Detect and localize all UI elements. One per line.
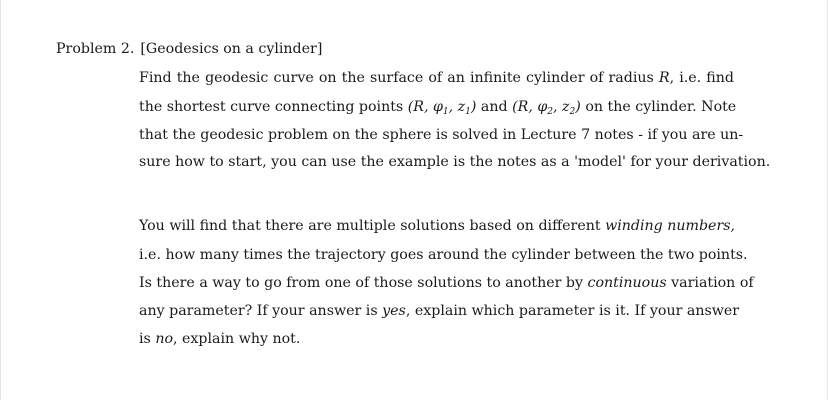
emphasis-continuous: continuous (587, 275, 667, 291)
problem-number: Problem 2. (56, 41, 135, 57)
problem-heading (56, 41, 322, 57)
paragraph-2-line-4: any parameter? If your answer is yes, explain which parameter is it. If your answer (139, 303, 740, 319)
math-point-1: (R, $\varphi_1$, $z_1$) (407, 99, 477, 117)
paragraph-2-line-3: Is there a way to go from one of those solutions to another by continuous variation of (139, 275, 754, 291)
math-symbol-r: R (658, 70, 670, 86)
emphasis-yes: yes (382, 303, 406, 319)
paragraph-1-line-3: that the geodesic problem on the sphere is solved in Lecture 7 notes - if you are un- (139, 127, 744, 143)
emphasis-winding-numbers: winding numbers, (605, 218, 736, 234)
paragraph-2-line-1: You will find that there are multiple solutions based on different winding numbers, (139, 218, 736, 234)
paragraph-1-line-2: the shortest curve connecting points (R, $\varphi_1$, $z_1$) and (R, $\varphi_2$, $z_2$) on the cylinder. Note (139, 99, 737, 117)
paragraph-2-line-5: is no, explain why not. (139, 331, 301, 347)
paragraph-1-line-1: Find the geodesic curve on the surface of an infinite cylinder of radius R, i.e. find (139, 70, 734, 86)
emphasis-no: no (155, 331, 174, 347)
paragraph-2-line-2: i.e. how many times the trajectory goes around the cylinder between the two points. (139, 247, 748, 263)
paragraph-1-line-4: sure how to start, you can use the example is the notes as a 'model' for your derivation. (139, 154, 771, 170)
math-point-2: (R, $\varphi_2$, $z_2$) (512, 99, 581, 117)
problem-title: [Geodesics on a cylinder] (140, 41, 323, 57)
